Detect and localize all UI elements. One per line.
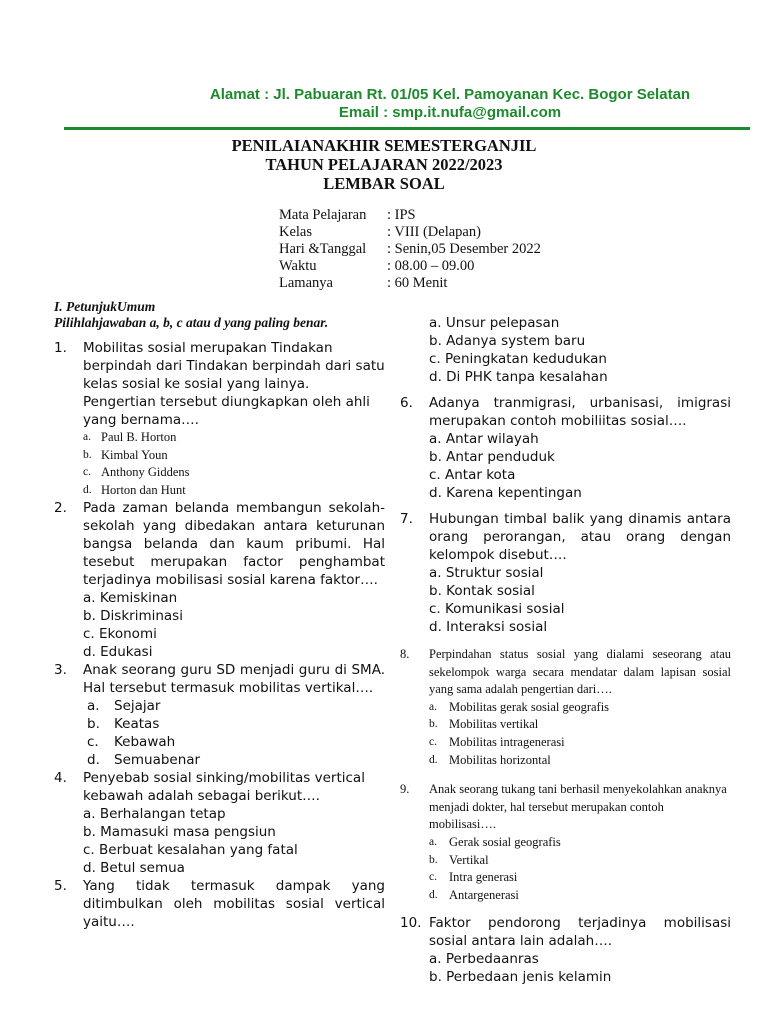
answer-option: c. Anthony Giddens (83, 465, 190, 480)
answer-option: d. Antargenerasi (429, 887, 519, 902)
answer-option: d. Semuabenar (87, 752, 201, 769)
instructions-text: Pilihlahjawaban a, b, c atau d yang paling benar. (54, 315, 329, 330)
answer-option: c. Intra generasi (429, 870, 518, 885)
answer-option: a. Gerak sosial geografis (429, 834, 561, 849)
question-stem: Penyebab sosial sinking/mobilitas vertical kebawah adalah sebagai berikut…. (83, 770, 365, 805)
answer-option: b. Perbedaan jenis kelamin (429, 969, 612, 986)
answer-option: a. Berhalangan tetap (83, 806, 226, 823)
title-line-3: LEMBAR SOAL (323, 174, 445, 193)
question-7: 7. Hubungan timbal balik yang dinamis antara orang perorangan, atau orang dengan kelompok disebut…. a. Struktur sosial b. Kontak sosial c. Komunikasi sosial d. Interaksi sosial (400, 511, 731, 635)
answer-option: b. Mobilitas vertikal (429, 717, 539, 732)
answer-option: b. Vertikal (429, 852, 489, 867)
answer-option: a. Kemiskinan (83, 590, 178, 607)
header-divider (64, 127, 750, 130)
answer-option: d. Betul semua (83, 860, 185, 877)
info-row: Mata Pelajaran : IPS (279, 207, 416, 223)
exam-info-table (279, 207, 541, 292)
question-stem: Pada zaman belanda membangun sekolah-sekolah yang dibedakan antara keturunan bangsa belanda dan kaum pribumi. Hal tesebut merupakan factor penghambat terjadinya mobilisasi sosial karena faktor…. (83, 500, 385, 589)
answer-option: b. Adanya system baru (429, 333, 586, 349)
question-9: 9. Anak seorang tukang tani berhasil menyekolahkan anaknya menjadi dokter, hal tersebut merupakan contoh mobilisasi…. a. Gerak sosial geografis b. Vertikal c. Intra generasi d. Antargenerasi (400, 781, 731, 904)
instructions (54, 299, 328, 331)
question-stem: Faktor pendorong terjadinya mobilisasi sosial antara lain adalah…. (429, 915, 731, 950)
answer-option: b. Mamasuki masa pengsiun (83, 824, 276, 841)
info-row: Lamanya : 60 Menit (279, 275, 448, 291)
question-stem: Perpindahan status sosial yang dialami seseorang atau sekelompok warga secara mendatar dalam lapisan sosial yang sama adalah pengertian dari…. (429, 647, 731, 697)
answer-option: c. Peningkatan kedudukan (429, 351, 607, 367)
question-3: 3. Anak seorang guru SD menjadi guru di SMA. Hal tersebut termasuk mobilitas vertikal…. a. Sejajar b. Keatas c. Kebawah d. Semuabenar (54, 662, 385, 769)
answer-option: d. Edukasi (83, 644, 153, 661)
answer-option: a. Perbedaanras (429, 951, 539, 968)
school-address: Alamat : Jl. Pabuaran Rt. 01/05 Kel. Pamoyanan Kec. Bogor Selatan (209, 86, 691, 103)
questions-left-column (54, 339, 385, 931)
answer-option: a. Mobilitas gerak sosial geografis (429, 699, 610, 714)
title-line-2: TAHUN PELAJARAN 2022/2023 (265, 155, 503, 174)
school-email: Email : smp.it.nufa@gmail.com (338, 104, 562, 121)
question-5-options (400, 314, 731, 386)
question-stem: Hubungan timbal balik yang dinamis antara orang perorangan, atau orang dengan kelompok disebut…. (429, 511, 731, 563)
answer-option: c. Antar kota (429, 467, 516, 483)
info-row: Kelas : VIII (Delapan) (279, 224, 481, 240)
info-row: Hari &Tanggal : Senin,05 Desember 2022 (279, 241, 541, 257)
question-stem: Adanya tranmigrasi, urbanisasi, imigrasi merupakan contoh mobiliitas sosial…. (429, 395, 731, 429)
question-stem: Anak seorang tukang tani berhasil menyekolahkan anaknya menjadi dokter, hal tersebut merupakan contoh mobilisasi…. (429, 782, 727, 832)
answer-option: d. Interaksi sosial (429, 619, 548, 635)
answer-option: c. Ekonomi (83, 626, 157, 643)
question-stem: Yang tidak termasuk dampak yang ditimbulkan oleh mobilitas sosial vertical yaitu…. (83, 878, 385, 931)
question-10: 10. Faktor pendorong terjadinya mobilisasi sosial antara lain adalah…. a. Perbedaanras b. Perbedaan jenis kelamin (400, 915, 731, 986)
answer-option: c. Komunikasi sosial (429, 601, 565, 617)
question-6: 6. Adanya tranmigrasi, urbanisasi, imigrasi merupakan contoh mobiliitas sosial…. a. Antar wilayah b. Antar penduduk c. Antar kota d. Karena kepentingan (400, 395, 731, 501)
answer-option: a. Struktur sosial (429, 565, 544, 581)
answer-option: a. Antar wilayah (429, 431, 539, 447)
answer-option: c. Kebawah (87, 734, 176, 751)
question-5: 5. Yang tidak termasuk dampak yang ditimbulkan oleh mobilitas sosial vertical yaitu…. (54, 878, 385, 931)
question-stem: Mobilitas sosial merupakan Tindakan berpindah dari Tindakan berpindah dari satu kelas sosial ke sosial yang lainya. Pengertian tersebut diungkapkan oleh ahli yang bernama…. (83, 340, 385, 428)
questions-right-column (400, 314, 731, 986)
title-line-1: PENILAIANAKHIR SEMESTERGANJIL (231, 136, 537, 155)
question-4: 4. Penyebab sosial sinking/mobilitas vertical kebawah adalah sebagai berikut…. a. Berhalangan tetap b. Mamasuki masa pengsiun c. Berbuat kesalahan yang fatal d. Betul semua (54, 769, 385, 877)
instructions-heading: I. PetunjukUmum (54, 299, 156, 314)
answer-option: a. Sejajar (87, 698, 161, 715)
school-header (180, 86, 720, 122)
answer-option: a. Unsur pelepasan (429, 315, 560, 331)
question-stem: Anak seorang guru SD menjadi guru di SMA. Hal tersebut termasuk mobilitas vertikal…. (83, 662, 385, 697)
exam-title (0, 136, 768, 193)
answer-option: d. Karena kepentingan (429, 485, 582, 501)
answer-option: c. Mobilitas intragenerasi (429, 734, 565, 749)
answer-option: b. Diskriminasi (83, 608, 183, 625)
answer-option: b. Kontak sosial (429, 583, 535, 599)
answer-option: d. Horton dan Hunt (83, 482, 186, 497)
answer-option: d. Di PHK tanpa kesalahan (429, 369, 608, 385)
answer-option: b. Keatas (87, 716, 160, 733)
answer-option: b. Antar penduduk (429, 449, 555, 465)
info-row: Waktu : 08.00 – 09.00 (279, 258, 475, 274)
question-8: 8. Perpindahan status sosial yang dialami seseorang atau sekelompok warga secara mendatar dalam lapisan sosial yang sama adalah pengertian dari…. a. Mobilitas gerak sosial geografis b. Mobilitas vertikal c. Mobilitas intragenerasi d. Mobilitas horizontal (400, 646, 731, 769)
answer-option: b. Kimbal Youn (83, 447, 168, 462)
answer-option: a. Paul B. Horton (83, 430, 177, 444)
answer-option: c. Berbuat kesalahan yang fatal (83, 842, 298, 859)
answer-option: d. Mobilitas horizontal (429, 752, 551, 767)
question-1: 1. Mobilitas sosial merupakan Tindakan berpindah dari Tindakan berpindah dari satu kelas sosial ke sosial yang lainya. Pengertian tersebut diungkapkan oleh ahli yang bernama…. a. Paul B. Horton b. Kimbal Youn c. Anthony Giddens d. Horton dan Hunt (54, 339, 385, 499)
question-2: 2. Pada zaman belanda membangun sekolah-sekolah yang dibedakan antara keturunan bangsa belanda dan kaum pribumi. Hal tesebut merupakan factor penghambat terjadinya mobilisasi sosial karena faktor…. a. Kemiskinan b. Diskriminasi c. Ekonomi d. Edukasi (54, 500, 385, 661)
